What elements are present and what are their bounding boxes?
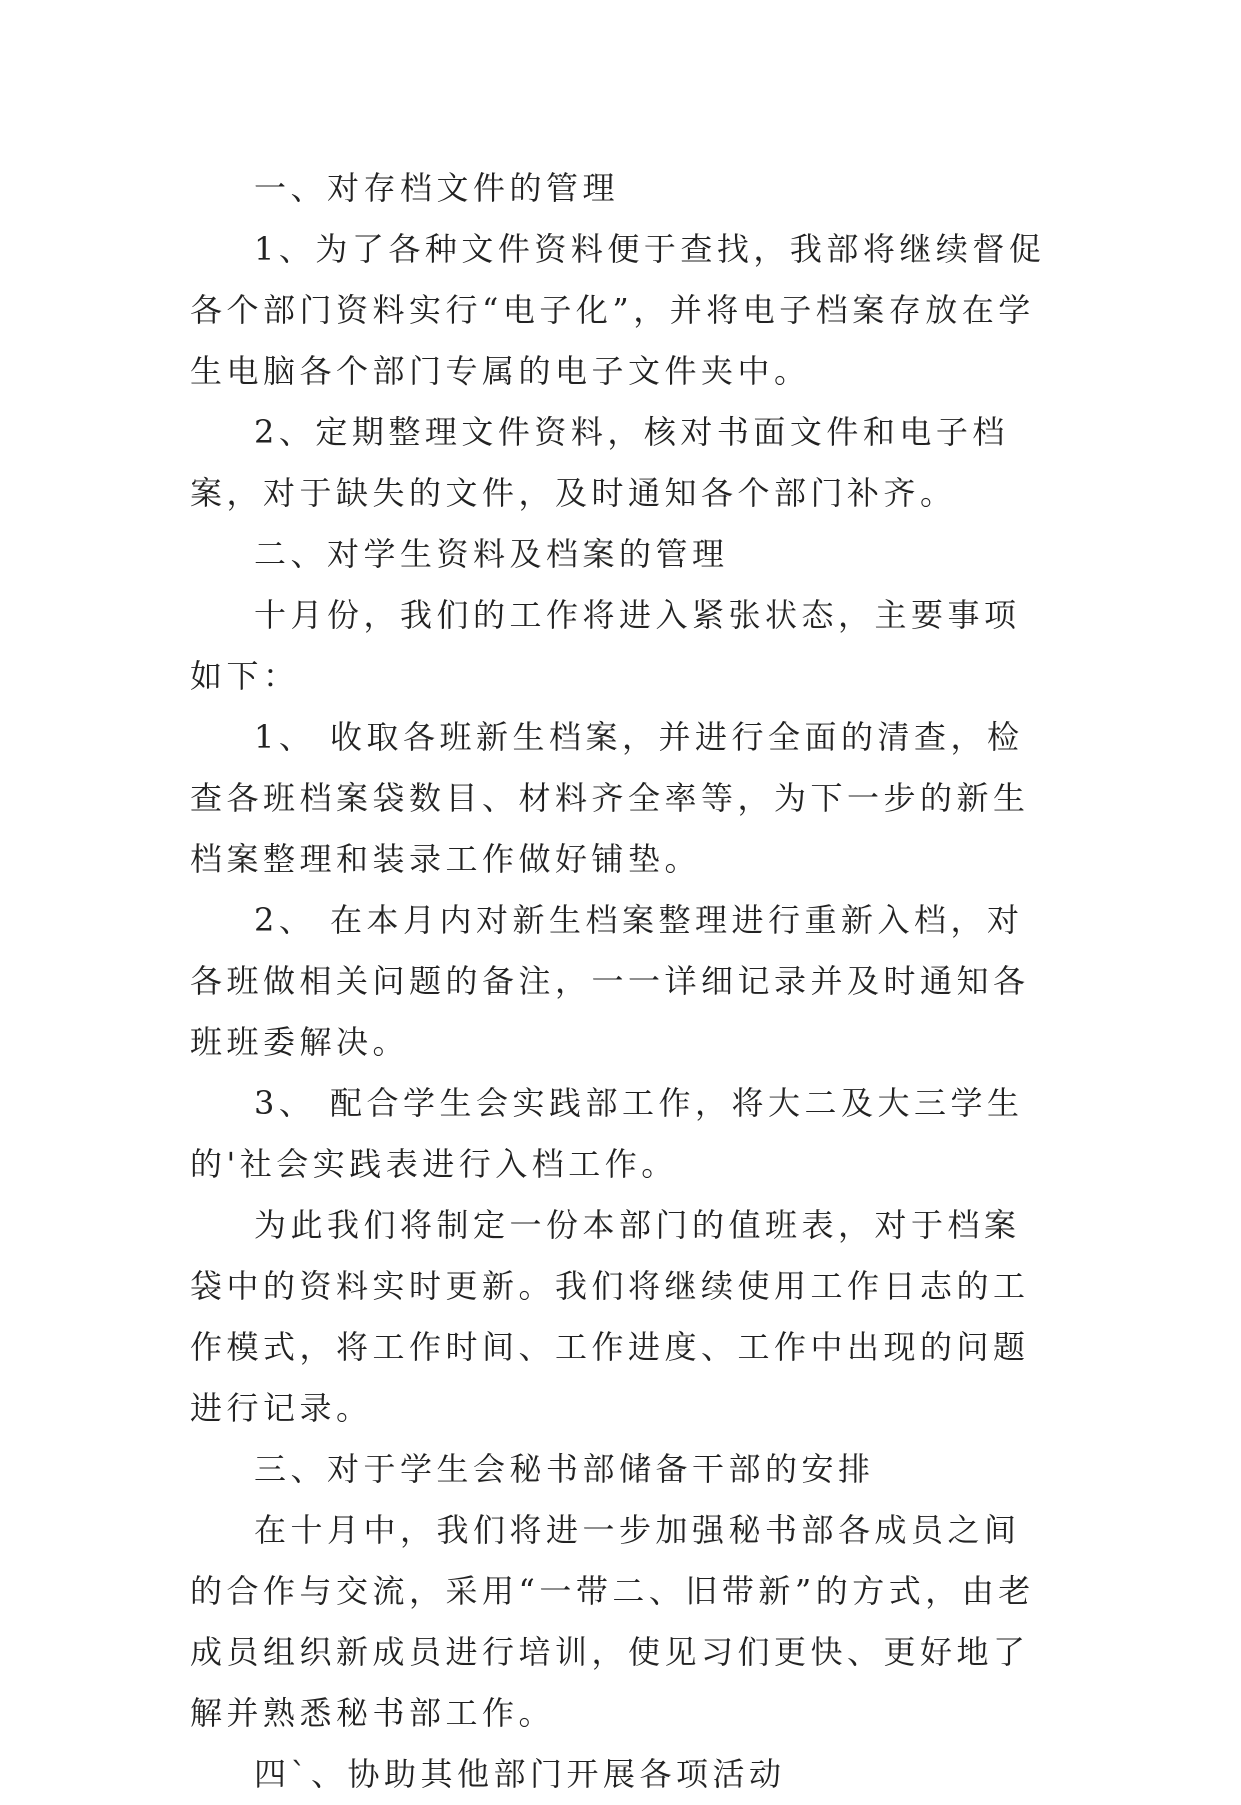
document-body bbox=[190, 158, 1052, 1805]
section-heading-archive-files: 一、对存档文件的管理 bbox=[254, 169, 620, 207]
paragraph-collect-files: 1、 收取各班新生档案，并进行全面的清查，检查各班档案袋数目、材料齐全率等，为下一步的新生档案整理和装录工作做好铺垫。 bbox=[190, 718, 1030, 878]
paragraph-duty-roster: 为此我们将制定一份本部门的值班表，对于档案袋中的资料实时更新。我们将继续使用工作日志的工作模式，将工作时间、工作进度、工作中出现的问题进行记录。 bbox=[190, 1206, 1030, 1427]
paragraph-mentoring: 在十月中，我们将进一步加强秘书部各成员之间的合作与交流，采用“一带二、旧带新”的方式，由老成员组织新成员进行培训，使见习们更快、更好地了解并熟悉秘书部工作。 bbox=[190, 1511, 1035, 1732]
section-heading-reserve-cadres: 三、对于学生会秘书部储备干部的安排 bbox=[254, 1450, 875, 1488]
paragraph-practice-forms: 3、 配合学生会实践部工作，将大二及大三学生的'社会实践表进行入档工作。 bbox=[190, 1084, 1024, 1183]
paragraph-october-intro: 十月份，我们的工作将进入紧张状态，主要事项如下： bbox=[190, 596, 1021, 695]
paragraph-refile: 2、 在本月内对新生档案整理进行重新入档，对各班做相关问题的备注，一一详细记录并及时通知各班班委解决。 bbox=[190, 901, 1030, 1061]
section-heading-assist-departments: 四`、协助其他部门开展各项活动 bbox=[254, 1755, 786, 1793]
paragraph-digitization: 1、为了各种文件资料便于查找，我部将继续督促各个部门资料实行“电子化”，并将电子档案存放在学生电脑各个部门专属的电子文件夹中。 bbox=[190, 230, 1046, 390]
paragraph-periodic-review: 2、定期整理文件资料，核对书面文件和电子档案，对于缺失的文件，及时通知各个部门补齐。 bbox=[190, 413, 1009, 512]
section-heading-student-records: 二、对学生资料及档案的管理 bbox=[254, 535, 729, 573]
